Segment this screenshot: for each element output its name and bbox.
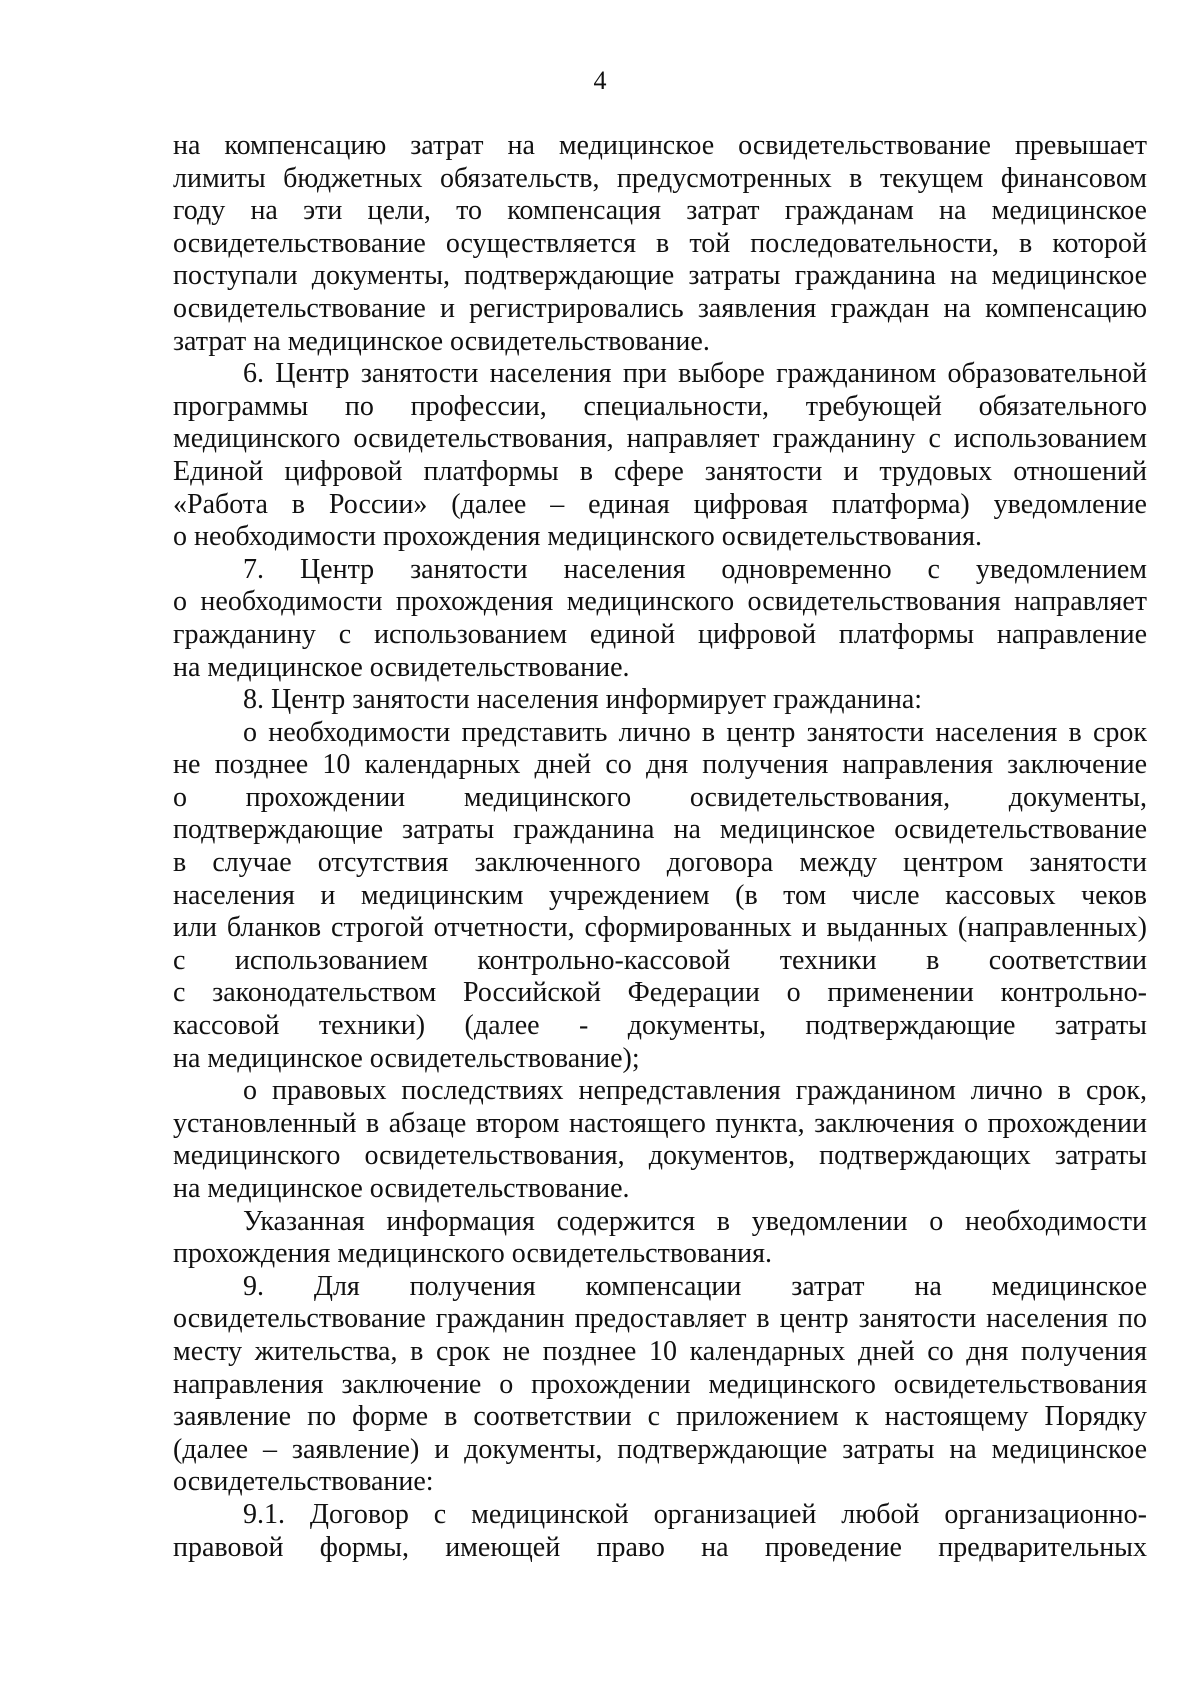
- text-line: освидетельствование гражданин предоставляет в центр занятости населения по: [173, 1303, 1147, 1335]
- text-line: освидетельствование осуществляется в той последовательности, в которой: [173, 227, 1147, 259]
- text-line: населения и медицинским учреждением (в том числе кассовых чеков: [173, 879, 1147, 911]
- text-line: прохождения медицинского освидетельствования.: [173, 1238, 772, 1270]
- text-line: 6. Центр занятости населения при выборе гражданином образовательной: [243, 358, 1147, 390]
- text-line: заявление по форме в соответствии с приложением к настоящему Порядку: [173, 1401, 1147, 1433]
- text-line: о правовых последствиях непредставления гражданином лично в срок,: [243, 1075, 1147, 1107]
- text-line: году на эти цели, то компенсация затрат гражданам на медицинское: [173, 195, 1147, 227]
- text-line: или бланков строгой отчетности, сформированных и выданных (направленных): [173, 912, 1147, 944]
- text-line: поступали документы, подтверждающие затраты гражданина на медицинское: [173, 260, 1147, 292]
- text-line: освидетельствование:: [173, 1466, 434, 1498]
- text-line: лимиты бюджетных обязательств, предусмотренных в текущем финансовом: [173, 162, 1147, 194]
- text-line: направления заключение о прохождении медицинского освидетельствования: [173, 1368, 1147, 1400]
- text-line: о необходимости прохождения медицинского освидетельствования.: [173, 521, 982, 553]
- text-line: в случае отсутствия заключенного договора между центром занятости: [173, 847, 1147, 879]
- text-line: месту жительства, в срок не позднее 10 календарных дней со дня получения: [173, 1335, 1147, 1367]
- text-line: с законодательством Российской Федерации о применении контрольно-: [173, 977, 1147, 1009]
- text-line: о необходимости прохождения медицинского освидетельствования направляет: [173, 586, 1147, 618]
- text-line: подтверждающие затраты гражданина на медицинское освидетельствование: [173, 814, 1147, 846]
- text-line: на медицинское освидетельствование);: [173, 1042, 640, 1074]
- text-line: на медицинское освидетельствование.: [173, 1173, 630, 1204]
- text-line: затрат на медицинское освидетельствование.: [173, 325, 710, 357]
- text-line: кассовой техники) (далее - документы, подтверждающие затраты: [173, 1010, 1147, 1042]
- text-line: на компенсацию затрат на медицинское освидетельствование превышает: [173, 130, 1147, 161]
- text-line: программы по профессии, специальности, требующей обязательного: [173, 390, 1147, 422]
- text-line: Единой цифровой платформы в сфере занятости и трудовых отношений: [173, 455, 1147, 487]
- text-line: гражданину с использованием единой цифровой платформы направление: [173, 618, 1147, 650]
- text-line: о необходимости представить лично в центр занятости населения в срок: [243, 716, 1147, 748]
- text-line: на медицинское освидетельствование.: [173, 651, 630, 683]
- text-line: 9.1. Договор с медицинской организацией любой организационно-: [243, 1498, 1147, 1530]
- text-line: освидетельствование и регистрировались заявления граждан на компенсацию: [173, 292, 1147, 324]
- text-line: (далее – заявление) и документы, подтверждающие затраты на медицинское: [173, 1433, 1147, 1465]
- text-line: Указанная информация содержится в уведомлении о необходимости: [243, 1205, 1147, 1237]
- text-line: с использованием контрольно-кассовой техники в соответствии: [173, 944, 1147, 976]
- text-line: медицинского освидетельствования, направляет гражданину с использованием: [173, 423, 1147, 455]
- text-line: 7. Центр занятости населения одновременно с уведомлением: [243, 553, 1147, 585]
- text-line: медицинского освидетельствования, документов, подтверждающих затраты: [173, 1140, 1147, 1172]
- page-number: 4: [593, 66, 607, 95]
- text-line: о прохождении медицинского освидетельствования, документы,: [173, 781, 1147, 813]
- text-line: 8. Центр занятости населения информирует гражданина:: [243, 684, 923, 716]
- text-line: 9. Для получения компенсации затрат на медицинское: [243, 1270, 1147, 1302]
- text-line: «Работа в России» (далее – единая цифровая платформа) уведомление: [173, 488, 1147, 520]
- text-line: не позднее 10 календарных дней со дня получения направления заключение: [173, 749, 1147, 781]
- text-line: правовой формы, имеющей право на проведение предварительных: [173, 1531, 1147, 1563]
- document-body: [173, 130, 1147, 1564]
- text-line: установленный в абзаце втором настоящего пункта, заключения о прохождении: [173, 1107, 1147, 1139]
